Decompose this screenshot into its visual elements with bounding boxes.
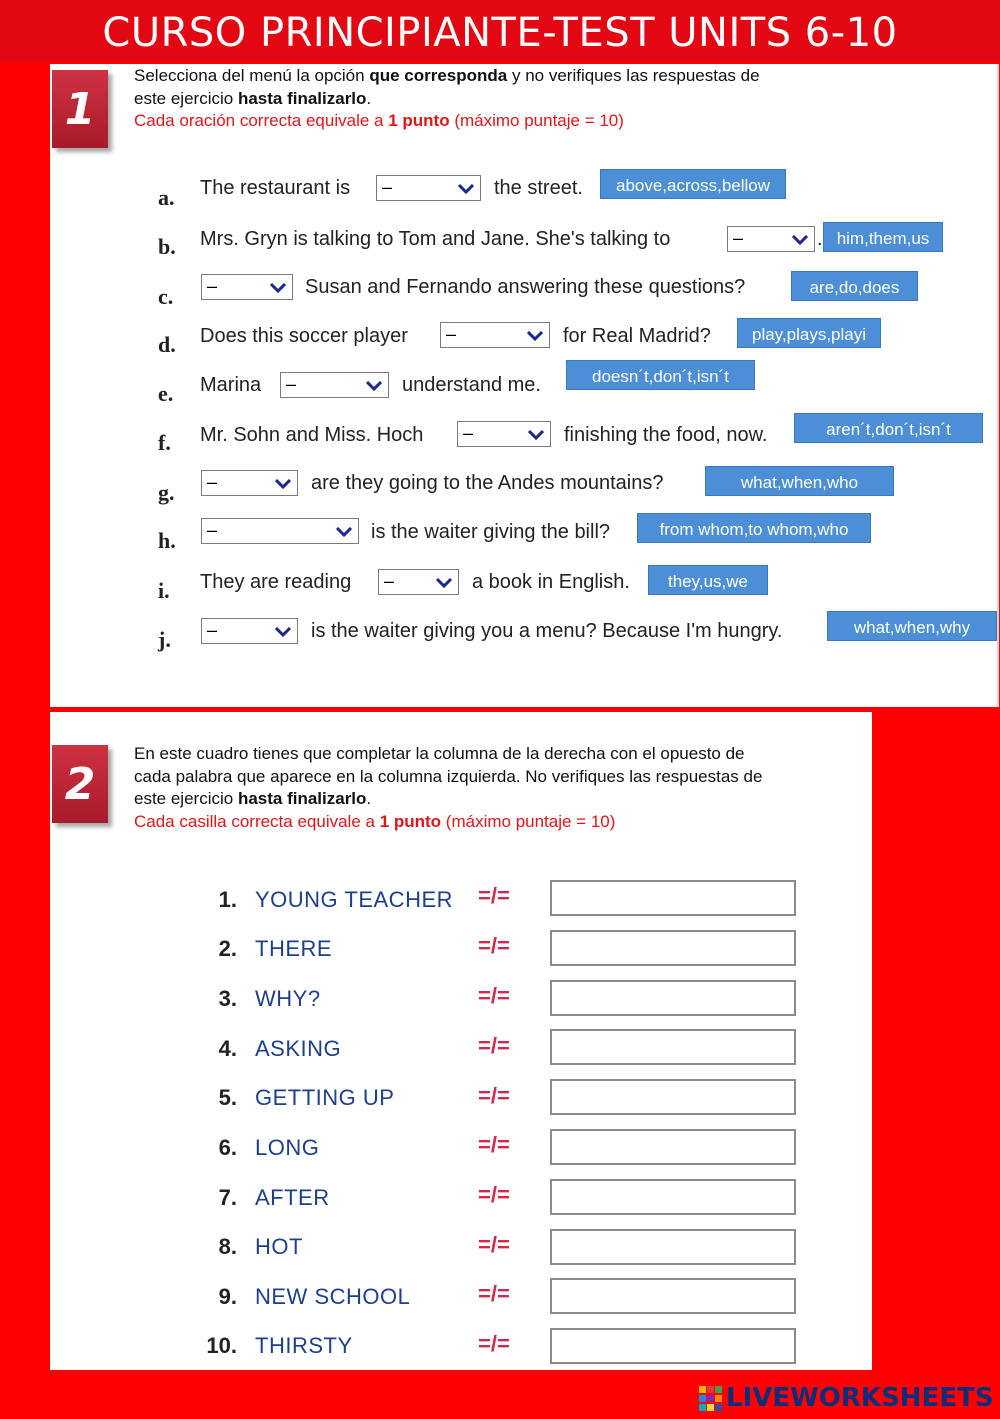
item-number: 1. bbox=[218, 887, 237, 912]
question-letter: a. bbox=[158, 185, 175, 210]
chevron-down-icon bbox=[336, 527, 352, 537]
question-text: Susan and Fernando answering these questions? bbox=[305, 276, 746, 298]
liveworksheets-brand[interactable]: LIVEWORKSHEETS bbox=[726, 1383, 994, 1413]
answer-input[interactable] bbox=[550, 1129, 796, 1165]
instr1-bold: que corresponda bbox=[369, 66, 508, 85]
answer-input[interactable] bbox=[550, 1079, 796, 1115]
answer-input[interactable] bbox=[550, 1229, 796, 1265]
answer-dropdown[interactable] bbox=[457, 421, 551, 447]
instr3-text: este ejercicio bbox=[134, 789, 238, 808]
answer-dropdown[interactable] bbox=[280, 372, 389, 398]
dropdown-value: – bbox=[207, 276, 218, 296]
opposite-operator: =/= bbox=[478, 1281, 510, 1306]
instr2-bold: hasta finalizarlo bbox=[237, 88, 367, 108]
options-hint: what,when,why bbox=[827, 611, 997, 641]
instr2-text-2: . bbox=[366, 88, 372, 108]
item-number: 7. bbox=[218, 1185, 237, 1210]
liveworksheets-logo-icon bbox=[699, 1386, 723, 1412]
answer-input[interactable] bbox=[550, 1328, 796, 1364]
options-hint: from whom,to whom,who bbox=[637, 513, 871, 543]
title-bar bbox=[0, 0, 1000, 62]
question-text: understand me. bbox=[402, 374, 541, 396]
question-text: are they going to the Andes mountains? bbox=[311, 472, 664, 494]
question-text: . bbox=[817, 228, 823, 250]
section-number-2: 2 bbox=[52, 745, 108, 823]
options-hint: above,across,bellow bbox=[600, 169, 786, 199]
options-hint: doesn´t,don´t,isn´t bbox=[566, 360, 755, 390]
dropdown-value: – bbox=[207, 472, 218, 492]
dropdown-value: – bbox=[733, 228, 744, 248]
chevron-down-icon bbox=[366, 381, 382, 391]
item-number: 4. bbox=[218, 1036, 237, 1061]
instr1-text-2: y no verifiques las respuestas de bbox=[507, 66, 760, 85]
question-letter: c. bbox=[158, 284, 174, 309]
answer-dropdown[interactable] bbox=[440, 322, 550, 348]
question-text: is the waiter giving the bill? bbox=[371, 521, 611, 543]
dropdown-value: – bbox=[463, 423, 474, 443]
item-word: AFTER bbox=[255, 1185, 330, 1210]
question-text: a book in English. bbox=[472, 571, 630, 593]
item-word: THIRSTY bbox=[255, 1333, 353, 1358]
opposite-operator: =/= bbox=[478, 1331, 510, 1356]
answer-dropdown[interactable] bbox=[201, 274, 293, 300]
dropdown-value: – bbox=[382, 177, 393, 197]
instr-line-1: En este cuadro tienes que completar la columna de la derecha con el opuesto de bbox=[134, 744, 745, 763]
question-text: Mrs. Gryn is talking to Tom and Jane. She's talking to bbox=[200, 228, 671, 250]
item-word: YOUNG TEACHER bbox=[255, 887, 454, 912]
question-letter: e. bbox=[158, 381, 174, 406]
question-text: The restaurant is bbox=[200, 177, 351, 199]
item-word: GETTING UP bbox=[255, 1085, 395, 1110]
question-text: the street. bbox=[494, 177, 583, 199]
question-text: They are reading bbox=[200, 571, 352, 593]
answer-input[interactable] bbox=[550, 880, 796, 916]
dropdown-value: – bbox=[207, 620, 218, 640]
item-number: 9. bbox=[218, 1284, 237, 1309]
section-number-1: 1 bbox=[52, 70, 108, 148]
chevron-down-icon bbox=[275, 479, 291, 489]
item-word: ASKING bbox=[255, 1036, 342, 1061]
opposite-operator: =/= bbox=[478, 1083, 510, 1108]
item-number: 2. bbox=[218, 936, 237, 961]
question-text: Mr. Sohn and Miss. Hoch bbox=[200, 424, 424, 446]
question-letter: b. bbox=[158, 234, 176, 259]
question-text: is the waiter giving you a menu? Because I'm hungry. bbox=[311, 620, 783, 642]
scoring-text: Cada casilla correcta equivale a bbox=[134, 811, 380, 831]
answer-dropdown[interactable] bbox=[201, 618, 298, 644]
dropdown-value: – bbox=[384, 571, 395, 591]
dropdown-value: – bbox=[207, 520, 218, 540]
answer-dropdown[interactable] bbox=[201, 470, 298, 496]
item-word: HOT bbox=[255, 1234, 303, 1259]
question-letter: d. bbox=[158, 332, 176, 357]
scoring-bold: 1 punto bbox=[379, 811, 442, 831]
chevron-down-icon bbox=[792, 235, 808, 245]
chevron-down-icon bbox=[458, 184, 474, 194]
opposite-operator: =/= bbox=[478, 933, 510, 958]
question-text: Marina bbox=[200, 374, 262, 396]
question-text: Does this soccer player bbox=[200, 325, 408, 347]
exercise-2-instructions bbox=[134, 743, 869, 833]
answer-input[interactable] bbox=[550, 980, 796, 1016]
item-word: WHY? bbox=[255, 986, 321, 1011]
dropdown-value: – bbox=[446, 324, 457, 344]
question-letter: h. bbox=[158, 528, 176, 553]
chevron-down-icon bbox=[275, 627, 291, 637]
chevron-down-icon bbox=[527, 331, 543, 341]
options-hint: play,plays,playi bbox=[737, 318, 881, 348]
answer-dropdown[interactable] bbox=[201, 518, 359, 544]
options-hint: aren´t,don´t,isn´t bbox=[794, 413, 983, 443]
exercise-1-instructions bbox=[134, 65, 869, 133]
scoring-bold: 1 punto bbox=[388, 111, 450, 130]
chevron-down-icon bbox=[270, 283, 286, 293]
question-letter: i. bbox=[158, 578, 170, 603]
item-number: 10. bbox=[206, 1333, 237, 1358]
question-text: for Real Madrid? bbox=[563, 325, 711, 347]
question-letter: f. bbox=[158, 430, 171, 455]
dropdown-value: – bbox=[286, 374, 297, 394]
item-number: 8. bbox=[218, 1234, 237, 1259]
item-number: 6. bbox=[218, 1135, 237, 1160]
page-title: CURSO PRINCIPIANTE-TEST UNITS 6-10 bbox=[102, 10, 898, 56]
scoring-text-2: (máximo puntaje = 10) bbox=[441, 811, 616, 831]
answer-dropdown[interactable] bbox=[378, 569, 459, 595]
item-number: 5. bbox=[218, 1085, 237, 1110]
answer-input[interactable] bbox=[550, 1179, 796, 1215]
item-word: THERE bbox=[255, 936, 333, 961]
options-hint: what,when,who bbox=[705, 466, 894, 496]
instr2-text: este ejercicio bbox=[134, 88, 238, 108]
opposite-operator: =/= bbox=[478, 1182, 510, 1207]
question-text: finishing the food, now. bbox=[564, 424, 768, 446]
answer-input[interactable] bbox=[550, 1029, 796, 1065]
opposite-operator: =/= bbox=[478, 1232, 510, 1257]
question-letter: g. bbox=[158, 480, 175, 505]
instr1-text: Selecciona del menú la opción bbox=[134, 66, 370, 85]
item-word: NEW SCHOOL bbox=[255, 1284, 411, 1309]
instr3-bold: hasta finalizarlo bbox=[237, 789, 367, 808]
opposite-operator: =/= bbox=[478, 1033, 510, 1058]
answer-dropdown[interactable] bbox=[727, 226, 815, 252]
options-hint: they,us,we bbox=[648, 565, 768, 595]
chevron-down-icon bbox=[528, 430, 544, 440]
answer-dropdown[interactable] bbox=[376, 175, 481, 201]
question-letter: j. bbox=[158, 627, 171, 652]
scoring-text: Cada oración correcta equivale a bbox=[134, 111, 389, 130]
instr3-text-2: . bbox=[366, 789, 372, 808]
options-hint: him,them,us bbox=[823, 222, 943, 252]
instr-line-2: cada palabra que aparece en la columna izquierda. No verifiques las respuestas de bbox=[134, 766, 763, 786]
answer-input[interactable] bbox=[550, 1278, 796, 1314]
item-word: LONG bbox=[255, 1135, 320, 1160]
opposite-operator: =/= bbox=[478, 983, 510, 1008]
item-number: 3. bbox=[218, 986, 237, 1011]
scoring-text-2: (máximo puntaje = 10) bbox=[449, 111, 624, 130]
opposite-operator: =/= bbox=[478, 883, 510, 908]
options-hint: are,do,does bbox=[791, 271, 918, 301]
opposite-operator: =/= bbox=[478, 1132, 510, 1157]
answer-input[interactable] bbox=[550, 930, 796, 966]
chevron-down-icon bbox=[436, 578, 452, 588]
